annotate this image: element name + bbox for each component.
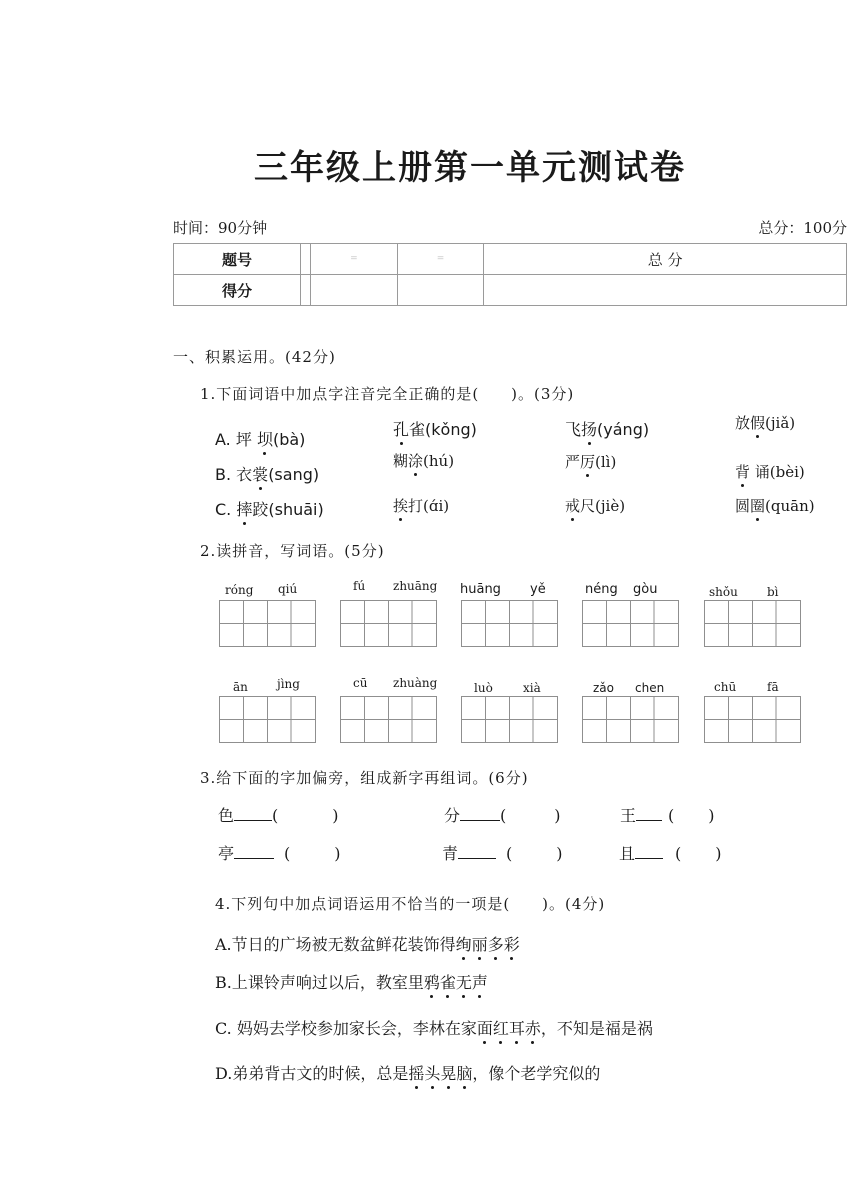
pinyin-annotation: (hú)	[423, 452, 455, 470]
dotted-char: 圈	[750, 497, 766, 515]
score-table-row-number	[174, 244, 847, 275]
dotted-char: 头	[424, 1061, 440, 1084]
pinyin-label: néng	[585, 582, 618, 597]
pinyin-annotation: (lì)	[595, 453, 617, 471]
dotted-char: 晃	[440, 1061, 456, 1084]
paren-close: )	[715, 844, 722, 863]
dotted-char: 摔	[236, 497, 252, 520]
score-table-cell[interactable]	[397, 275, 484, 306]
word-char: 跤	[252, 500, 269, 519]
paren-open: (	[675, 844, 682, 863]
q1-option-c-col1	[215, 497, 324, 520]
q4-option-c	[215, 1016, 653, 1039]
pinyin-label: ān	[233, 680, 248, 694]
pinyin-label: fú	[353, 579, 366, 593]
base-char: 王	[620, 806, 637, 825]
base-char: 亭	[218, 844, 235, 863]
score-table-cell[interactable]	[301, 275, 311, 306]
dotted-char: 红	[493, 1016, 509, 1039]
answer-blank[interactable]	[636, 806, 662, 821]
pinyin-label: zǎo	[593, 681, 614, 695]
sentence-text: A.节日的广场被无数盆鲜花装饰得	[215, 935, 456, 954]
dotted-char: 厉	[580, 453, 596, 471]
score-table-cell[interactable]	[484, 275, 847, 306]
answer-blank[interactable]	[460, 806, 500, 821]
pinyin-annotation: (yáng)	[597, 420, 650, 439]
word-char: 飞	[565, 420, 582, 439]
dotted-char: 脑	[456, 1061, 472, 1084]
base-char: 青	[442, 844, 459, 863]
pinyin-label: jìng	[277, 677, 300, 691]
writing-grid[interactable]	[704, 696, 801, 743]
dotted-phrase	[456, 935, 520, 954]
pinyin-label: bì	[767, 585, 779, 599]
q4-option-a	[215, 932, 520, 955]
writing-grid[interactable]	[461, 696, 558, 743]
paren-close: )	[332, 806, 339, 825]
word-char: 圆	[735, 497, 751, 515]
dotted-phrase	[477, 1019, 541, 1038]
radical-item	[442, 841, 563, 864]
score-table-cell[interactable]	[301, 244, 311, 275]
option-letter: A.	[215, 430, 236, 449]
word-char: 坪	[235, 430, 252, 449]
section-heading: 一、积累运用。(42分)	[173, 348, 336, 366]
word-char: 雀	[409, 420, 426, 439]
sentence-text: B.上课铃声响过以后，教室里	[215, 973, 424, 992]
pinyin-label: xià	[523, 681, 541, 695]
question-3-stem: 3.给下面的字加偏旁，组成新字再组词。(6分)	[200, 769, 529, 787]
dotted-char: 面	[477, 1016, 493, 1039]
dotted-char: 涂	[408, 452, 424, 470]
pinyin-label: fā	[767, 680, 779, 694]
word-char: 衣	[236, 465, 253, 484]
score-table	[173, 243, 847, 306]
score-table-row-score	[174, 275, 847, 306]
paren-close: )	[556, 844, 563, 863]
dotted-char: 摇	[408, 1061, 424, 1084]
pinyin-annotation: (bèi)	[769, 463, 805, 481]
word-char: 严	[565, 453, 581, 471]
question-2-stem: 2.读拼音，写词语。(5分)	[200, 542, 385, 560]
dotted-char: 假	[750, 414, 766, 432]
answer-blank[interactable]	[234, 844, 274, 859]
paren-close: )	[334, 844, 341, 863]
q1-option-b-col4	[735, 461, 805, 482]
score-table-cell: 得分	[174, 275, 301, 306]
score-table-cell: 题号	[174, 244, 301, 275]
q1-option-c-col2	[393, 495, 449, 516]
pinyin-annotation: (bà)	[272, 430, 306, 449]
score-table-cell[interactable]	[311, 275, 398, 306]
q1-option-c-col3	[565, 495, 625, 516]
pinyin-annotation: (jiè)	[595, 497, 626, 515]
q1-option-a-col1	[215, 427, 305, 450]
radical-item	[620, 803, 715, 826]
pinyin-label: róng	[225, 583, 254, 597]
pinyin-label: yě	[530, 582, 546, 597]
word-char: 尺	[580, 497, 596, 515]
word-char: 放	[735, 414, 751, 432]
pinyin-annotation: (quān)	[765, 497, 815, 515]
word-char: 打	[408, 497, 424, 515]
paren-open: (	[500, 806, 507, 825]
pinyin-annotation: (kǒng)	[425, 420, 477, 439]
paren-open: (	[506, 844, 513, 863]
q1-option-a-col2	[393, 417, 477, 440]
dotted-char: 耳	[509, 1016, 525, 1039]
dotted-char: 赤	[525, 1016, 541, 1039]
writing-grid[interactable]	[340, 600, 437, 647]
dotted-char: 多	[488, 932, 504, 955]
sentence-text: ，像个老学究似的	[472, 1064, 601, 1083]
radical-item	[218, 841, 341, 864]
q1-option-b-col1	[215, 462, 319, 485]
option-letter: C.	[215, 500, 237, 519]
dotted-char: 彩	[504, 932, 520, 955]
dotted-phrase	[424, 973, 488, 992]
answer-blank[interactable]	[234, 806, 272, 821]
answer-blank[interactable]	[458, 844, 496, 859]
pinyin-label: chen	[635, 681, 665, 695]
q4-option-d	[215, 1061, 600, 1084]
exam-time: 时间：90分钟	[173, 219, 268, 237]
q1-option-a-col4	[735, 412, 795, 433]
pinyin-label: huāng	[460, 582, 501, 597]
sentence-text: C. 妈妈去学校参加家长会，李林在家	[215, 1019, 477, 1038]
dotted-char: 绚	[456, 932, 472, 955]
dotted-char: 无	[456, 970, 472, 993]
pinyin-label: zhuāng	[393, 579, 438, 593]
paren-open: (	[284, 844, 291, 863]
pinyin-label: zhuàng	[393, 676, 438, 690]
writing-grid[interactable]	[461, 600, 558, 647]
dotted-char: 雀	[440, 970, 456, 993]
dotted-char: 扬	[581, 417, 597, 440]
dotted-char: 孔	[393, 417, 409, 440]
q1-option-c-col4	[735, 495, 815, 516]
q1-option-b-col3	[565, 451, 616, 472]
pinyin-label: luò	[474, 681, 493, 695]
base-char: 且	[619, 844, 636, 863]
dotted-char: 鸦	[424, 970, 440, 993]
pinyin-annotation: (ɑ́i)	[423, 497, 450, 515]
pinyin-label: shǒu	[709, 585, 738, 599]
dotted-char: 戒	[565, 497, 581, 515]
score-table-cell: =	[311, 244, 398, 275]
score-table-cell: 总 分	[484, 244, 847, 275]
answer-blank[interactable]	[635, 844, 663, 859]
pinyin-annotation: (shuāi)	[268, 500, 324, 519]
q1-option-b-col2	[393, 450, 454, 471]
dotted-phrase	[408, 1064, 472, 1083]
dotted-char: 裳	[252, 462, 268, 485]
dotted-char: 丽	[472, 932, 488, 955]
score-table-cell: =	[397, 244, 484, 275]
dotted-char: 背	[735, 463, 751, 481]
paren-close: )	[554, 806, 561, 825]
pinyin-annotation: (sang)	[268, 465, 320, 484]
radical-item	[444, 803, 561, 826]
paren-open: (	[668, 806, 675, 825]
sentence-text: D.弟弟背古文的时候，总是	[215, 1064, 409, 1083]
paren-open: (	[272, 806, 279, 825]
exam-total-score: 总分：100分	[758, 219, 847, 237]
base-char: 分	[444, 806, 461, 825]
word-char: 糊	[393, 452, 409, 470]
writing-grid[interactable]	[582, 600, 679, 647]
writing-grid[interactable]	[219, 600, 316, 647]
writing-grid[interactable]	[582, 696, 679, 743]
page-title: 三年级上册第一单元测试卷	[254, 148, 686, 188]
radical-item	[218, 803, 339, 826]
question-1-stem: 1.下面词语中加点字注音完全正确的是( )。(3分)	[200, 385, 575, 403]
pinyin-annotation: (jiǎ)	[765, 414, 796, 432]
option-letter: B.	[215, 465, 237, 484]
pinyin-label: chū	[714, 680, 737, 694]
dotted-char: 声	[472, 970, 488, 993]
pinyin-label: cū	[353, 676, 368, 690]
dotted-char: 挨	[393, 497, 409, 515]
writing-grid[interactable]	[219, 696, 316, 743]
q4-option-b	[215, 970, 488, 993]
writing-grid[interactable]	[340, 696, 437, 743]
base-char: 色	[218, 806, 235, 825]
pinyin-label: gòu	[633, 582, 658, 597]
paren-close: )	[708, 806, 715, 825]
sentence-text: ，不知是福是祸	[540, 1019, 653, 1038]
question-4-stem: 4.下列句中加点词语运用不恰当的一项是( )。(4分)	[215, 895, 606, 913]
dotted-char: 坝	[257, 427, 273, 450]
word-char: 诵	[750, 463, 770, 481]
writing-grid[interactable]	[704, 600, 801, 647]
pinyin-label: qiú	[278, 582, 298, 596]
radical-item	[619, 841, 722, 864]
q1-option-a-col3	[565, 417, 649, 440]
